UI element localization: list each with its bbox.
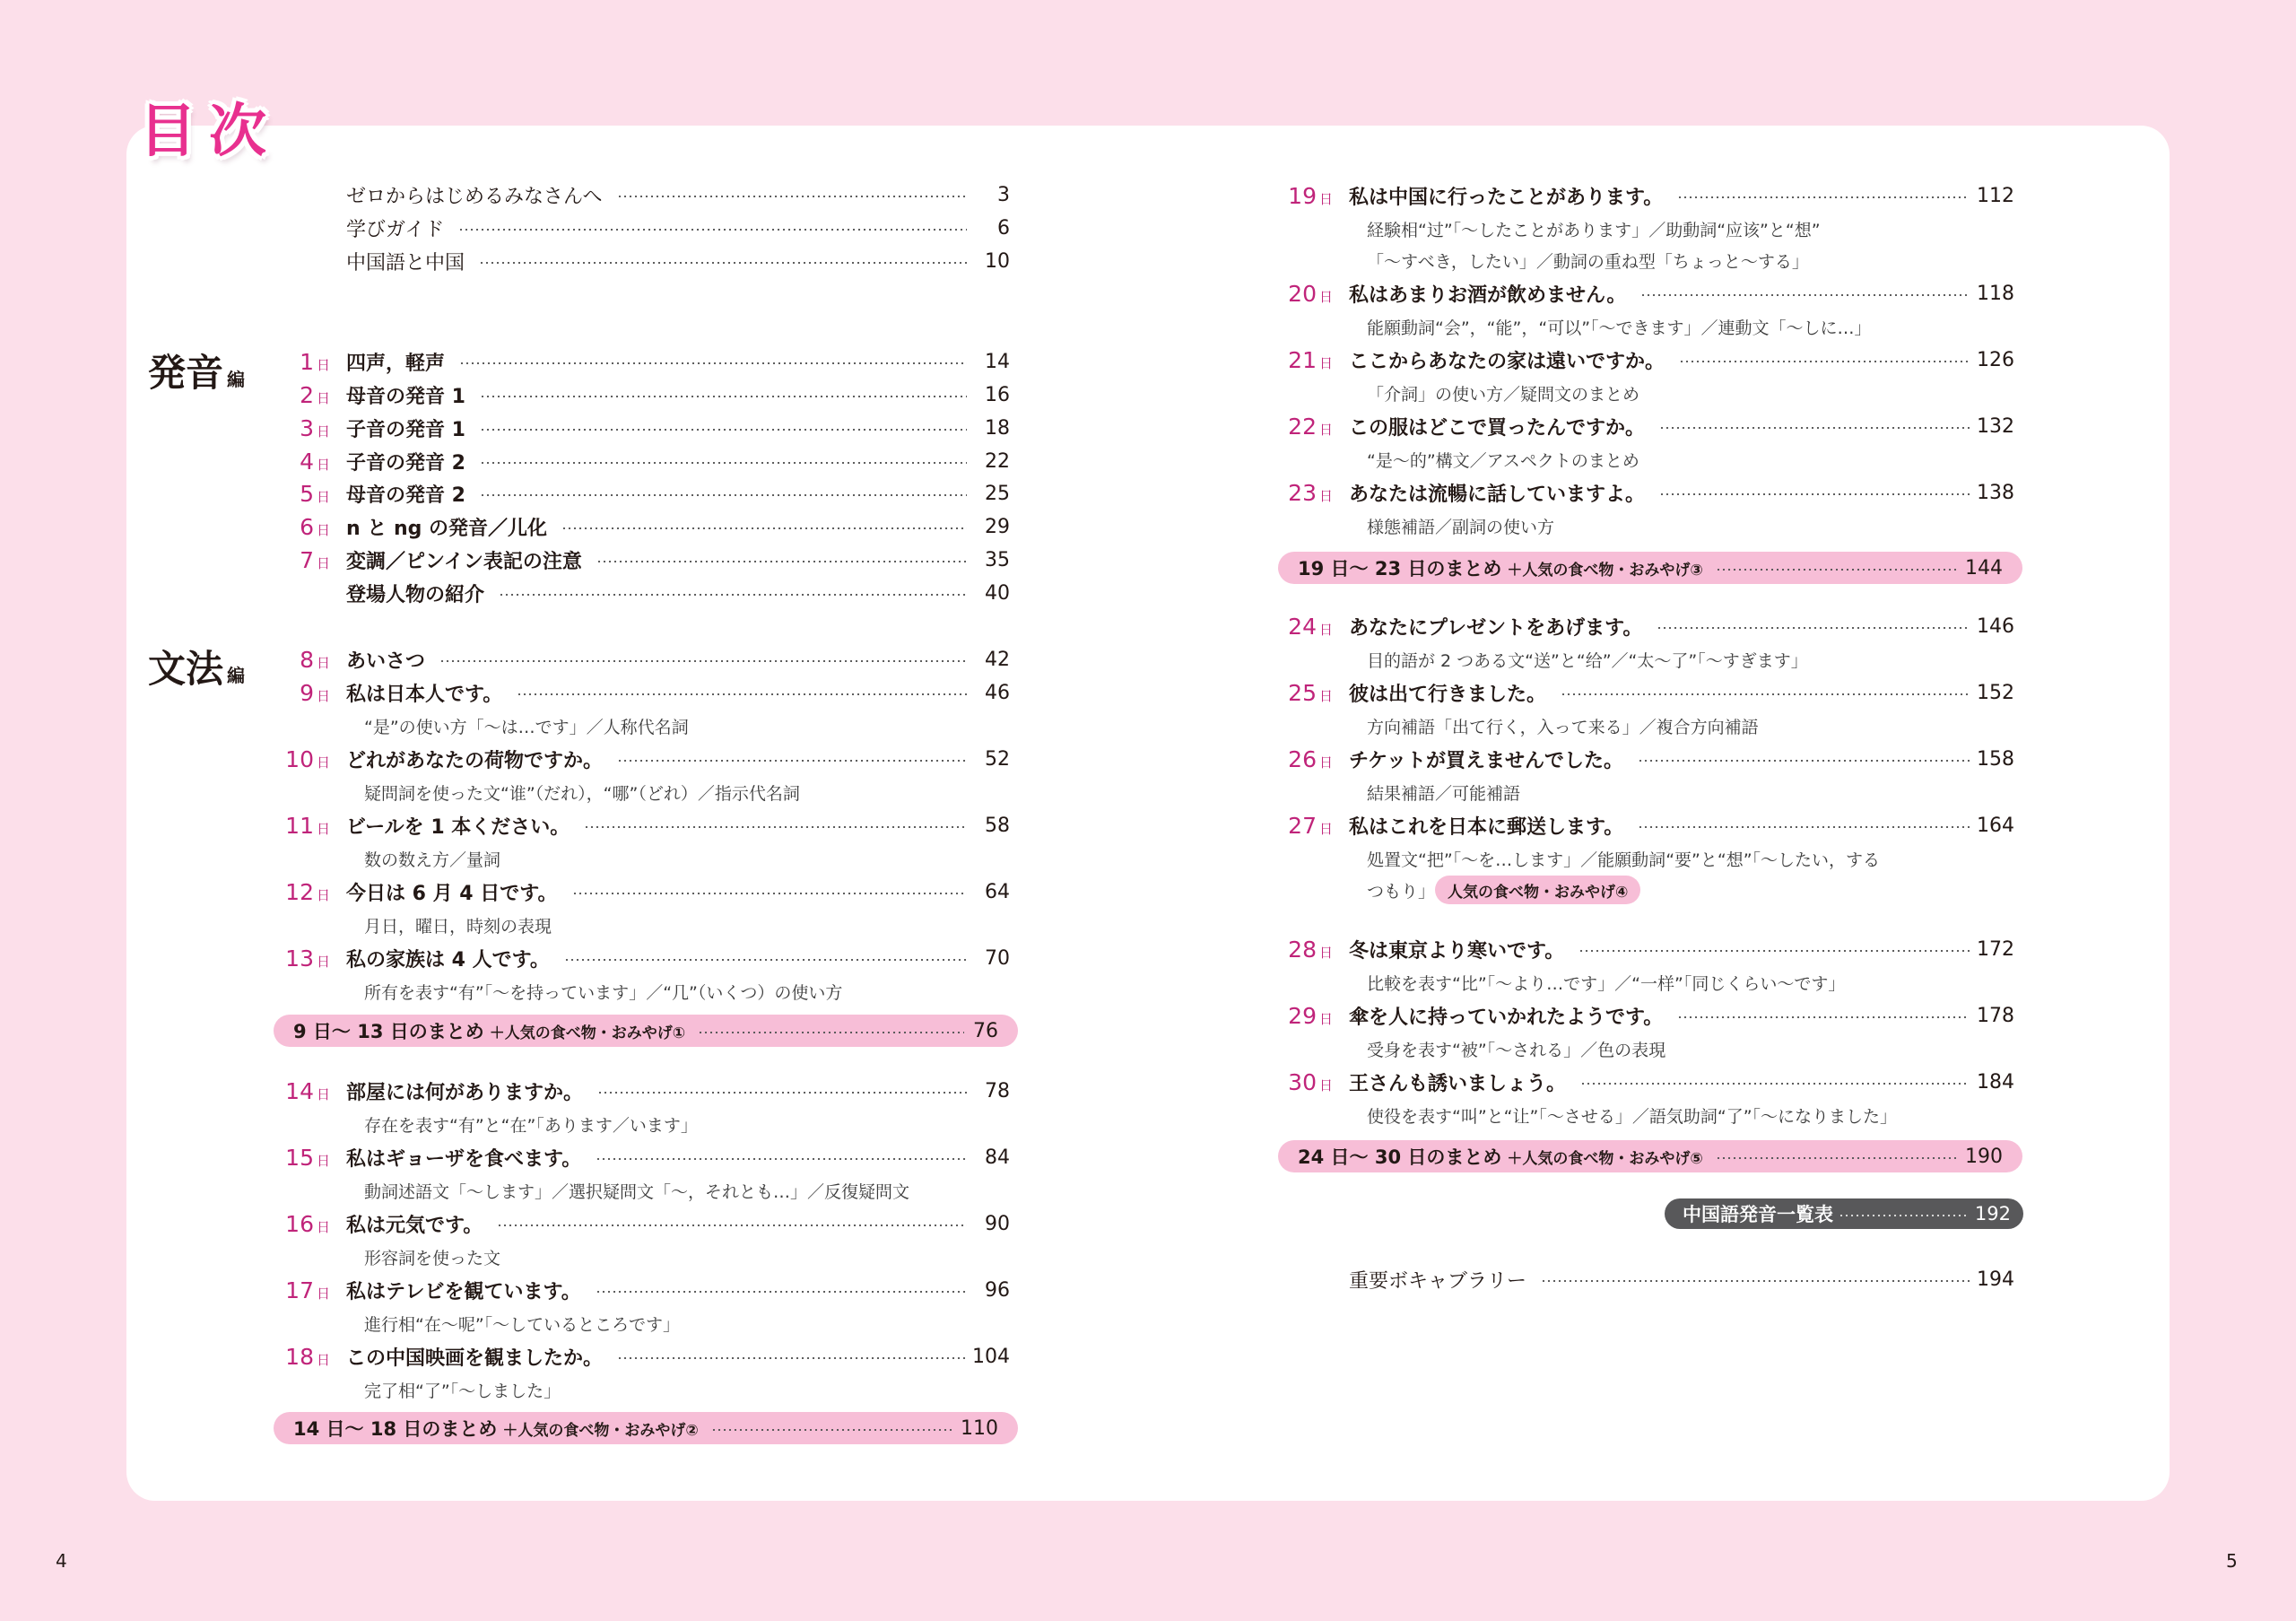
day-suffix: 日 xyxy=(316,1152,330,1169)
day-number xyxy=(285,813,330,839)
page-ref: 104 xyxy=(972,1345,1010,1368)
entry-subtitle: 存在を表す“有”と“在”「あります／います」 xyxy=(364,1116,698,1136)
toc-entry[interactable] xyxy=(1288,676,2014,709)
entry-title: 今日は 6 月 4 日です。 xyxy=(346,882,558,905)
day-value: 18 xyxy=(285,1343,314,1370)
toc-entry[interactable] xyxy=(285,1340,1010,1373)
leader-dots xyxy=(517,693,967,695)
day-value: 4 xyxy=(300,448,314,475)
entry-title: 私はこれを日本に郵送します。 xyxy=(1349,815,1624,839)
entry-subtitle: “是～的”構文／アスペクトのまとめ xyxy=(1367,451,1639,471)
leader-dots xyxy=(596,1158,967,1160)
leader-dots xyxy=(572,893,968,894)
leader-dots xyxy=(1638,826,1970,828)
page-ref: 90 xyxy=(985,1212,1010,1235)
toc-entry[interactable] xyxy=(300,676,1010,709)
day-value: 24 xyxy=(1288,613,1317,640)
summary-extra: ＋人気の食べ物・おみやげ⑤ xyxy=(1507,1149,1703,1168)
day-value: 26 xyxy=(1288,745,1317,772)
day-suffix: 日 xyxy=(316,1218,330,1235)
summary-band[interactable] xyxy=(274,1015,1018,1047)
day-number xyxy=(1288,937,1333,963)
day-suffix: 日 xyxy=(316,1351,330,1368)
entry-title: 冬は東京より寒いです。 xyxy=(1349,939,1565,963)
summary-band[interactable] xyxy=(1278,552,2022,584)
toc-entry[interactable] xyxy=(285,1141,1010,1173)
page-ref: 10 xyxy=(985,249,1010,273)
entry-title: n と ng の発音／儿化 xyxy=(346,517,548,540)
page-ref: 14 xyxy=(985,350,1010,373)
toc-entry[interactable] xyxy=(1288,277,2014,309)
day-value: 7 xyxy=(300,546,314,573)
summary-title: 9 日～ 13 日のまとめ xyxy=(293,1021,484,1042)
entry-title: 子音の発音 2 xyxy=(346,451,465,475)
day-suffix: 日 xyxy=(1318,421,1333,438)
pronunciation-table-pill[interactable] xyxy=(1665,1198,2023,1229)
leader-dots xyxy=(1541,1280,1970,1282)
entry-subtitle: 動詞述語文「～します」／選択疑問文「～，それとも…」／反復疑問文 xyxy=(364,1182,910,1202)
toc-entry[interactable] xyxy=(285,809,1010,841)
day-number xyxy=(285,1211,330,1237)
entry-title: 四声，軽声 xyxy=(346,352,446,375)
leader-dots xyxy=(459,362,967,364)
day-suffix: 日 xyxy=(316,521,330,538)
leader-dots xyxy=(1578,950,1970,952)
day-suffix: 日 xyxy=(1318,1076,1333,1094)
entry-subtitle: 「～すべき，したい」／動詞の重ね型「ちょっと～する」 xyxy=(1367,252,1809,272)
day-number xyxy=(300,382,330,408)
summary-band[interactable] xyxy=(274,1412,1018,1444)
day-suffix: 日 xyxy=(316,488,330,505)
entry-subtitle: 進行相“在～呢”「～しているところです」 xyxy=(364,1315,680,1335)
entry-subtitle: 数の数え方／量詞 xyxy=(364,850,501,870)
page-ref: 52 xyxy=(985,747,1010,771)
leader-dots xyxy=(698,1032,964,1033)
entry-subtitle: 能願動詞“会”，“能”，“可以”「～できます」／連動文「～しに…」 xyxy=(1367,318,1872,338)
day-value: 6 xyxy=(300,513,314,540)
leader-dots xyxy=(596,561,967,562)
page-ref: 16 xyxy=(985,383,1010,406)
section-grammar xyxy=(148,647,246,691)
day-suffix: 日 xyxy=(316,456,330,473)
leader-dots xyxy=(584,826,967,828)
toc-entry[interactable] xyxy=(300,477,1010,510)
entry-title: 私はテレビを観ています。 xyxy=(346,1280,581,1303)
summary-extra: ＋人気の食べ物・おみやげ② xyxy=(502,1421,699,1440)
page-ref: 78 xyxy=(985,1079,1010,1102)
day-value: 9 xyxy=(300,679,314,706)
toc-entry[interactable] xyxy=(285,1274,1010,1306)
page-ref: 184 xyxy=(1977,1070,2014,1094)
day-value: 11 xyxy=(285,812,314,839)
toc-entry[interactable] xyxy=(1288,610,2014,642)
leader-dots xyxy=(597,1092,967,1094)
toc-entry[interactable] xyxy=(300,412,1010,444)
leader-dots xyxy=(1638,760,1970,762)
toc-entry[interactable] xyxy=(1288,410,2014,442)
entry-title: 私はあまりお酒が飲めません。 xyxy=(1349,283,1627,307)
day-number xyxy=(1288,480,1333,506)
page-ref: 58 xyxy=(985,814,1010,837)
day-number xyxy=(300,514,330,540)
day-number xyxy=(1288,680,1333,706)
entry-subtitle: 完了相“了”「～しました」 xyxy=(364,1381,561,1401)
page-ref: 64 xyxy=(985,880,1010,903)
day-suffix: 日 xyxy=(316,1085,330,1102)
summary-extra: ＋人気の食べ物・おみやげ① xyxy=(489,1024,686,1042)
toc-entry[interactable] xyxy=(285,1075,1010,1107)
entry-subtitle: 月日，曜日，時刻の表現 xyxy=(364,917,552,937)
page-ref: 138 xyxy=(1977,481,2014,504)
entry-title: あいさつ xyxy=(346,649,426,673)
entry-title: 変調／ピンイン表記の注意 xyxy=(346,550,582,573)
page-ref: 152 xyxy=(1977,681,2014,704)
page-ref: 172 xyxy=(1977,937,2014,961)
day-value: 16 xyxy=(285,1210,314,1237)
toc-entry[interactable] xyxy=(1288,809,2014,841)
leader-dots xyxy=(480,494,967,496)
leader-dots xyxy=(1659,493,1970,495)
toc-entry[interactable] xyxy=(285,1207,1010,1240)
toc-entry[interactable] xyxy=(300,510,1010,543)
entry-title: あなたは流暢に話していますよ。 xyxy=(1349,483,1646,506)
entry-subtitle: 所有を表す“有”「～を持っています」／“几”（いくつ）の使い方 xyxy=(364,983,843,1003)
entry-title: 重要ボキャブラリー xyxy=(1349,1269,1527,1293)
toc-entry[interactable] xyxy=(1288,344,2014,376)
entry-title: 私は元気です。 xyxy=(346,1214,483,1237)
leader-dots xyxy=(480,429,967,431)
page-ref: 46 xyxy=(985,681,1010,704)
entry-title: 彼は出て行きました。 xyxy=(1349,683,1547,706)
entry-subtitle: 形容詞を使った文 xyxy=(364,1249,501,1268)
day-number xyxy=(1288,414,1333,440)
toc-entry[interactable] xyxy=(346,212,1010,244)
entry-title: あなたにプレゼントをあげます。 xyxy=(1349,616,1643,640)
entry-subtitle: 「介詞」の使い方／疑問文のまとめ xyxy=(1367,385,1640,405)
entry-subtitle: 処置文“把”「～を…します」／能願動詞“要”と“想”「～したい，する xyxy=(1367,850,1881,870)
toc-entry[interactable] xyxy=(285,743,1010,775)
entry-subtitle: 受身を表す“被”「～される」／色の表現 xyxy=(1367,1041,1666,1060)
entry-title: 私は中国に行ったことがあります。 xyxy=(1349,186,1664,209)
day-number xyxy=(1288,281,1333,307)
leader-dots xyxy=(711,1429,952,1431)
day-suffix: 日 xyxy=(316,886,330,903)
day-value: 13 xyxy=(285,945,314,972)
day-value: 3 xyxy=(300,414,314,441)
entry-subtitle: 結果補語／可能補語 xyxy=(1367,784,1521,804)
day-value: 23 xyxy=(1288,479,1317,506)
day-number xyxy=(1288,347,1333,373)
entry-subtitle: 様態補語／副詞の使い方 xyxy=(1367,518,1555,537)
day-value: 22 xyxy=(1288,413,1317,440)
entry-title: 私の家族は 4 人です。 xyxy=(346,948,550,972)
day-suffix: 日 xyxy=(1318,621,1333,638)
day-value: 25 xyxy=(1288,679,1317,706)
day-value: 8 xyxy=(300,646,314,673)
day-suffix: 日 xyxy=(1318,487,1333,504)
day-number xyxy=(285,1277,330,1303)
day-number xyxy=(300,415,330,441)
day-value: 29 xyxy=(1288,1002,1317,1029)
leader-dots xyxy=(1679,361,1970,362)
day-number xyxy=(1288,1003,1333,1029)
day-suffix: 日 xyxy=(316,1285,330,1302)
day-value: 12 xyxy=(285,878,314,905)
leader-dots xyxy=(1716,1157,1956,1159)
section-pronunciation xyxy=(148,351,246,395)
section-label: 発音 xyxy=(148,351,224,395)
day-suffix: 日 xyxy=(1318,944,1333,961)
day-suffix: 日 xyxy=(1318,1010,1333,1027)
toc-entry[interactable] xyxy=(1288,179,2014,212)
section-suffix: 編 xyxy=(227,369,246,390)
entry-title: 私は日本人です。 xyxy=(346,683,503,706)
entry-subtitle: 比較を表す“比”「～より…です」／“一样”「同じくらい～です」 xyxy=(1367,974,1846,994)
food-souvenir-pill[interactable]: 人気の食べ物・おみやげ④ xyxy=(1435,876,1640,904)
entry-title: 母音の発音 2 xyxy=(346,484,465,507)
leader-dots xyxy=(1839,1215,1966,1216)
leader-dots xyxy=(458,229,967,231)
day-suffix: 日 xyxy=(316,687,330,704)
day-suffix: 日 xyxy=(316,389,330,406)
page-ref: 146 xyxy=(1977,614,2014,638)
leader-dots xyxy=(497,1224,967,1226)
toc-entry[interactable] xyxy=(1288,999,2014,1032)
day-number xyxy=(300,547,330,573)
leader-dots xyxy=(1580,1083,1970,1085)
entry-title: ビールを 1 本ください。 xyxy=(346,815,570,839)
entry-title: ここからあなたの家は遠いですか。 xyxy=(1349,350,1665,373)
day-value: 10 xyxy=(285,745,314,772)
leader-dots xyxy=(1677,1016,1970,1018)
entry-title: どれがあなたの荷物ですか。 xyxy=(346,749,604,772)
day-suffix: 日 xyxy=(316,356,330,373)
entry-title: 登場人物の紹介 xyxy=(346,583,485,606)
day-suffix: 日 xyxy=(316,820,330,837)
entry-subtitle: 経験相“过”「～したことがあります」／助動詞“应该”と“想” xyxy=(1367,221,1821,240)
entry-title: 母音の発音 1 xyxy=(346,385,465,408)
page-ref: 76 xyxy=(973,1019,998,1042)
page-ref: 158 xyxy=(1977,747,2014,771)
day-suffix: 日 xyxy=(316,654,330,671)
summary-title: 19 日～ 23 日のまとめ xyxy=(1298,558,1502,580)
day-number xyxy=(1288,746,1333,772)
entry-subtitle: 疑問詞を使った文“谁”（だれ），“哪”（どれ）／指示代名詞 xyxy=(364,784,800,804)
leader-dots xyxy=(1659,427,1970,429)
toc-entry[interactable] xyxy=(300,445,1010,477)
page-ref: 42 xyxy=(985,648,1010,671)
entry-subtitle: 方向補語「出て行く，入って来る」／複合方向補語 xyxy=(1367,718,1759,737)
leader-dots xyxy=(439,660,967,662)
day-suffix: 日 xyxy=(316,953,330,970)
page-ref: 40 xyxy=(985,581,1010,605)
day-number xyxy=(300,449,330,475)
page-ref: 35 xyxy=(985,548,1010,571)
leader-dots xyxy=(617,196,967,197)
leader-dots xyxy=(564,959,967,961)
day-value: 14 xyxy=(285,1077,314,1104)
day-value: 17 xyxy=(285,1277,314,1303)
toc-entry[interactable] xyxy=(346,577,1010,609)
day-number xyxy=(285,746,330,772)
day-value: 27 xyxy=(1288,812,1317,839)
page-ref: 192 xyxy=(1974,1203,2011,1224)
entry-title: 子音の発音 1 xyxy=(346,418,465,441)
page-ref: 96 xyxy=(985,1278,1010,1302)
page-ref: 18 xyxy=(985,416,1010,440)
section-label: 文法 xyxy=(148,647,224,691)
toc-entry[interactable] xyxy=(1288,476,2014,509)
day-number xyxy=(1288,183,1333,209)
entry-title: 傘を人に持っていかれたようです。 xyxy=(1349,1006,1664,1029)
day-number xyxy=(285,1344,330,1370)
page-ref: 118 xyxy=(1977,282,2014,305)
leader-dots xyxy=(617,1357,965,1359)
page-ref: 126 xyxy=(1977,348,2014,371)
day-number xyxy=(300,481,330,507)
day-value: 20 xyxy=(1288,280,1317,307)
day-value: 5 xyxy=(300,480,314,507)
leader-dots xyxy=(617,760,967,762)
day-value: 2 xyxy=(300,381,314,408)
day-value: 15 xyxy=(285,1144,314,1171)
page-ref: 110 xyxy=(961,1416,998,1440)
entry-subtitle: “是”の使い方「～は…です」／人称代名詞 xyxy=(364,718,689,737)
toc-entry[interactable] xyxy=(285,876,1010,908)
toc-entry[interactable] xyxy=(300,643,1010,675)
day-number xyxy=(285,1078,330,1104)
entry-title: この服はどこで買ったんですか。 xyxy=(1349,416,1646,440)
day-number xyxy=(300,349,330,375)
toc-entry[interactable] xyxy=(1288,1066,2014,1098)
leader-dots xyxy=(1640,294,1970,296)
toc-entry-vocabulary[interactable] xyxy=(1349,1263,2014,1295)
day-suffix: 日 xyxy=(1318,190,1333,207)
page-ref: 22 xyxy=(985,449,1010,473)
page-ref: 84 xyxy=(985,1146,1010,1169)
page-ref: 112 xyxy=(1977,184,2014,207)
leader-dots xyxy=(1561,693,1970,695)
entry-title: 部屋には何がありますか。 xyxy=(346,1081,584,1104)
page-ref: 164 xyxy=(1977,814,2014,837)
pill-title: 中国語発音一覧表 xyxy=(1683,1204,1833,1225)
page-ref: 70 xyxy=(985,946,1010,970)
leader-dots xyxy=(480,396,967,397)
entry-subtitle: 目的語が 2 つある文“送”と“给”／“太～了”「～すぎます」 xyxy=(1367,651,1808,671)
leader-dots xyxy=(499,594,967,596)
toc-entry[interactable] xyxy=(346,245,1010,277)
page-ref: 6 xyxy=(997,216,1010,240)
day-number xyxy=(1288,614,1333,640)
day-suffix: 日 xyxy=(316,554,330,571)
summary-band[interactable] xyxy=(1278,1140,2022,1172)
day-value: 19 xyxy=(1288,182,1317,209)
entry-title: この中国映画を観ましたか。 xyxy=(346,1346,604,1370)
day-suffix: 日 xyxy=(316,423,330,440)
day-suffix: 日 xyxy=(1318,288,1333,305)
page-title: 目次 xyxy=(139,99,279,165)
page-ref: 194 xyxy=(1977,1268,2014,1291)
day-suffix: 日 xyxy=(1318,820,1333,837)
entry-title: チケットが買えませんでした。 xyxy=(1349,749,1624,772)
day-suffix: 日 xyxy=(1318,754,1333,771)
entry-subtitle: つもり」 xyxy=(1367,882,1436,902)
leader-dots xyxy=(561,527,967,529)
day-value: 30 xyxy=(1288,1068,1317,1095)
day-suffix: 日 xyxy=(1318,354,1333,371)
toc-entry[interactable] xyxy=(346,179,1010,211)
section-suffix: 編 xyxy=(227,665,246,686)
day-suffix: 日 xyxy=(1318,687,1333,704)
entry-title: ゼロからはじめるみなさんへ xyxy=(346,185,603,208)
summary-extra: ＋人気の食べ物・おみやげ③ xyxy=(1507,561,1703,580)
toc-entry[interactable] xyxy=(300,345,1010,378)
day-value: 1 xyxy=(300,348,314,375)
day-number xyxy=(285,1145,330,1171)
toc-entry[interactable] xyxy=(1288,933,2014,965)
day-value: 21 xyxy=(1288,346,1317,373)
toc-entry[interactable] xyxy=(285,942,1010,974)
entry-title: 王さんも誘いましょう。 xyxy=(1349,1072,1567,1095)
day-number xyxy=(300,680,330,706)
toc-entry[interactable] xyxy=(300,544,1010,576)
entry-title: 学びガイド xyxy=(346,218,445,241)
entry-subtitle: 使役を表す“叫”と“让”「～させる」／語気助詞“了”「～になりました」 xyxy=(1367,1107,1898,1127)
entry-title: 中国語と中国 xyxy=(346,251,465,275)
page-ref: 29 xyxy=(985,515,1010,538)
entry-title: 私はギョーザを食べます。 xyxy=(346,1147,582,1171)
page-ref: 190 xyxy=(1965,1145,2003,1168)
page-ref: 132 xyxy=(1977,414,2014,438)
leader-dots xyxy=(596,1291,967,1293)
day-number xyxy=(1288,813,1333,839)
day-number xyxy=(300,647,330,673)
leader-dots xyxy=(1677,196,1970,198)
summary-title: 24 日～ 30 日のまとめ xyxy=(1298,1146,1502,1168)
page-ref: 25 xyxy=(985,482,1010,505)
page-ref: 178 xyxy=(1977,1004,2014,1027)
leader-dots xyxy=(1657,627,1970,629)
page-number-right: 5 xyxy=(2226,1550,2238,1572)
day-number xyxy=(1288,1069,1333,1095)
page-ref: 144 xyxy=(1965,556,2003,580)
day-value: 28 xyxy=(1288,936,1317,963)
day-number xyxy=(285,946,330,972)
page-number-left: 4 xyxy=(56,1550,67,1572)
page-ref: 3 xyxy=(997,183,1010,206)
toc-entry[interactable] xyxy=(1288,743,2014,775)
summary-title: 14 日～ 18 日のまとめ xyxy=(293,1418,498,1440)
toc-entry[interactable] xyxy=(300,379,1010,411)
day-suffix: 日 xyxy=(316,754,330,771)
day-number xyxy=(285,879,330,905)
leader-dots xyxy=(479,262,967,264)
leader-dots xyxy=(480,462,967,464)
leader-dots xyxy=(1716,569,1956,571)
